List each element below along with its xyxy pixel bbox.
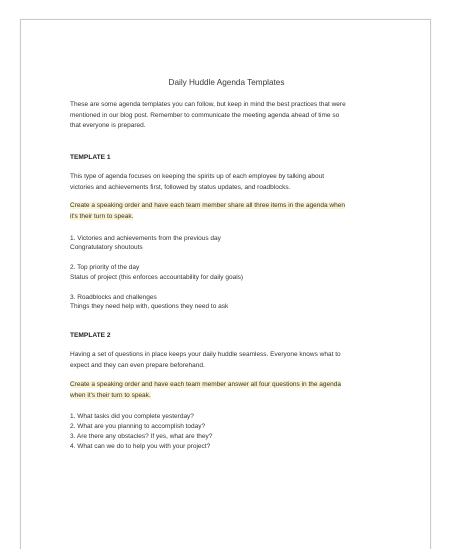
template2-instruction [70,380,383,401]
template1-item-detail: Things they need help with, questions they need to ask [70,303,229,310]
template2-description-line: Having a set of questions in place keeps your daily huddle seamless. Everyone knows what to [70,351,341,358]
template2-question: 1. What tasks did you complete yesterday? [70,413,194,420]
template2-question: 4. What can we do to help you with your project? [70,443,211,450]
template2-instruction-line: Create a speaking order and have each team member answer all four questions in the agenda [70,381,341,388]
template1-item-detail: Status of project (this enforces accountability for daily goals) [70,274,244,281]
template1-item-detail: Congratulatory shoutouts [70,244,143,251]
intro-paragraph [70,100,383,132]
template1-instruction [70,201,383,222]
document-page [20,19,431,549]
template1-description-line: This type of agenda focuses on keeping the spirits up of each employee by talking about [70,173,325,180]
document-title: Daily Huddle Agenda Templates [168,78,285,87]
template1-item-title: 1. Victories and achievements from the previous day [70,235,221,242]
intro-line: mentioned in our blog post. Remember to communicate the meeting agenda ahead of time so [70,111,340,119]
template1-description-line: victories and achievements first, followed by status updates, and roadblocks. [70,183,291,191]
template1-description [70,172,383,193]
template2-question: 3. Are there any obstacles? If yes, what are they? [70,433,213,440]
template2-question: 2. What are you planning to accomplish today? [70,423,206,430]
template1-instruction-line: it's their turn to speak. [70,212,134,220]
template1-item-title: 2. Top priority of the day [70,264,140,271]
template1-instruction-line: Create a speaking order and have each team member share all three items in the agenda when [70,202,345,209]
template2-description-line: expect and they can even prepare beforehand. [70,361,205,369]
template1-heading: TEMPLATE 1 [70,154,111,161]
template2-description [70,350,383,371]
intro-line: These are some agenda templates you can follow, but keep in mind the best practices that were [70,101,346,108]
template2-heading: TEMPLATE 2 [70,332,111,339]
intro-line: that everyone is prepared. [70,122,146,129]
template2-instruction-line: when it's their turn to speak. [70,391,151,399]
template1-item-title: 3. Roadblocks and challenges [70,294,157,301]
